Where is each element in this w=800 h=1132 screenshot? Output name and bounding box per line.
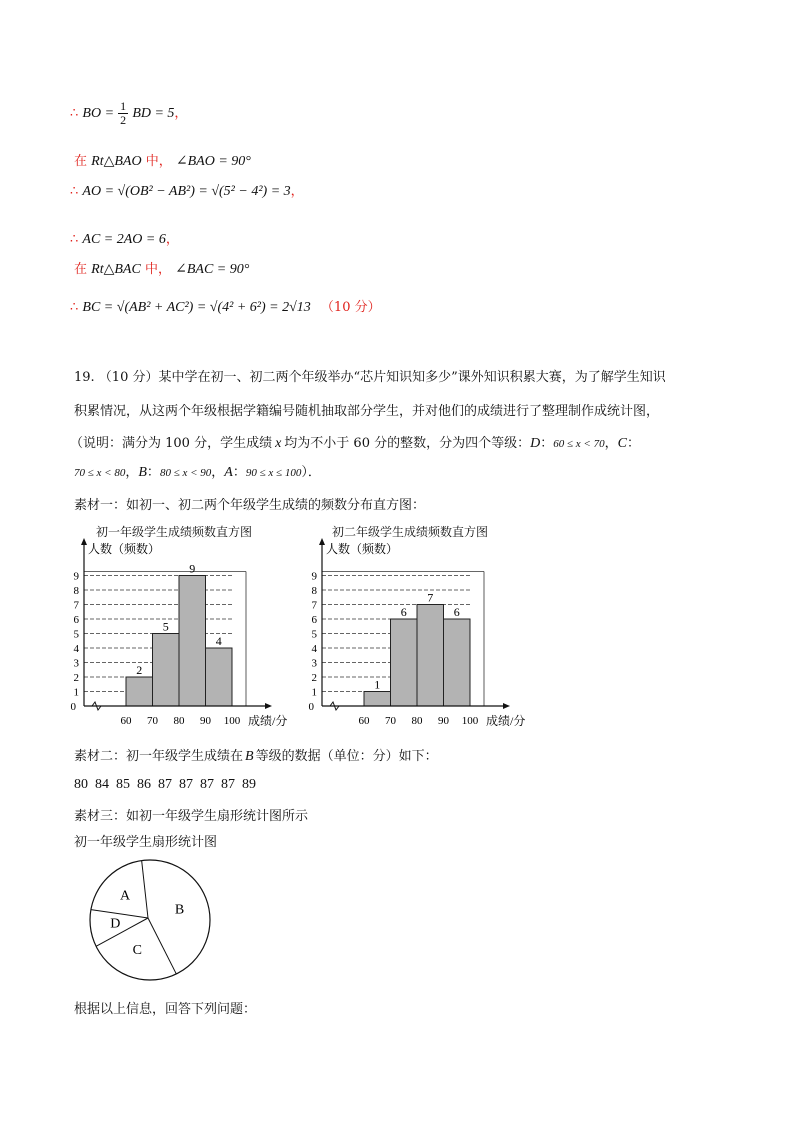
question-line-4-end: ）． [301, 465, 321, 480]
pie-slice-label: D [110, 916, 121, 932]
fraction-numerator: 1 [120, 99, 127, 113]
hist-grade8-y-tick-label: 3 [311, 657, 317, 670]
hist-grade8-y-tick-label: 5 [311, 628, 317, 641]
hist-grade8-x-tick-label: 90 [438, 715, 449, 726]
ac-equation: AC = 2AO = 6 [82, 232, 166, 247]
hist-grade8-y-tick-label: 1 [311, 686, 317, 699]
hist-grade7-y-arrow-icon [81, 538, 87, 545]
pie-outline [90, 860, 210, 980]
grade-c-label: C [617, 436, 627, 451]
histogram-grade7 [60, 536, 310, 726]
solution-line-3 [70, 180, 304, 200]
hist-grade7-x-axis-label: 成绩/分 [248, 714, 288, 726]
line2-prefix: 在 [74, 154, 88, 169]
hist-grade8-bar-value-label: 6 [453, 605, 460, 619]
line3-end: ， [290, 184, 304, 199]
hist-grade8-bar [444, 619, 471, 706]
hist-grade7-x-tick-label: 100 [223, 715, 241, 726]
half-fraction [118, 100, 128, 127]
material-2a: 素材二：初一年级学生成绩在 [74, 749, 244, 764]
question-line-4: 70 ≤ x < 80，B：80 ≤ x < 90，A：90 ≤ x ≤ 100）． [74, 465, 321, 480]
grade-d-range: 60 ≤ x < 70 [553, 438, 605, 450]
hist-grade8-x-arrow-icon [503, 703, 510, 709]
hist-grade7-y-tick-label: 2 [73, 672, 79, 684]
fraction-denominator: 2 [120, 113, 127, 127]
solution-line-2 [74, 150, 251, 170]
hist-grade7-bar-value-label: 9 [189, 561, 196, 576]
grade-c-range: 70 ≤ x < 80 [74, 467, 126, 479]
hist-grade7-bar [206, 648, 233, 706]
angle-bao: ∠BAO = 90° [175, 154, 251, 169]
variable-x: x [275, 436, 282, 451]
hist-grade7-x-tick-label: 60 [120, 715, 132, 726]
question-line-3a: （说明：满分为 100 分，学生成绩 [70, 436, 273, 451]
hist-grade7-y-tick-label: 9 [73, 570, 79, 583]
line5-prefix: 在 [74, 262, 88, 277]
hist-grade7-x-tick-label: 80 [173, 715, 185, 726]
solution-line-4 [70, 228, 179, 248]
material-2b: 等级的数据（单位：分）如下： [255, 749, 438, 764]
hist-grade7-y-tick-label: 7 [73, 599, 79, 612]
line2-mid: 中， [145, 154, 172, 169]
triangle-bao: Rt△BAO [91, 154, 142, 169]
hist-grade7-y-tick-label: 3 [73, 657, 79, 670]
hist-grade8-origin-label: 0 [308, 701, 314, 713]
pie-chart-grade7 [80, 856, 220, 986]
line4-end: ， [165, 232, 179, 247]
question-line-3: （说明：满分为 100 分，学生成绩 x 均为不小于 60 分的整数，分为四个等级：D：60 ≤ x < 70，C： [70, 436, 640, 451]
hist-grade8-bar-value-label: 1 [374, 677, 381, 692]
therefore-symbol: ∴ [70, 300, 79, 315]
line1-end: ， [174, 106, 188, 121]
histogram-grade8 [298, 536, 548, 726]
hist-grade8-x-tick-label: 60 [358, 715, 370, 726]
hist-grade7-y-tick-label: 8 [73, 585, 79, 597]
pie-slice-label: C [132, 943, 142, 959]
histogram-grade7-title: 初一年级学生成绩频数直方图 [96, 525, 253, 539]
material-2-data: 80 84 85 86 87 87 87 87 89 [74, 777, 256, 792]
hist-grade8-x-tick-label: 80 [411, 715, 423, 726]
hist-grade8-y-tick-label: 7 [311, 599, 317, 612]
material-2 [74, 750, 438, 764]
hist-grade8-x-tick-label: 70 [385, 715, 396, 726]
score-label: （10 分） [320, 300, 381, 315]
grade-d-label: D [530, 436, 541, 451]
hist-grade7-bar-value-label: 4 [215, 634, 222, 648]
hist-grade8-y-tick-label: 6 [311, 614, 317, 626]
hist-grade7-y-tick-label: 1 [73, 686, 79, 699]
hist-grade7-bar-value-label: 2 [136, 663, 143, 677]
hist-grade7-x-tick-label: 70 [147, 715, 158, 726]
grade-b-var: B [245, 749, 254, 764]
hist-grade7-x-tick-label: 90 [200, 715, 211, 726]
hist-grade7-bar [179, 576, 206, 707]
solution-line-1 [70, 100, 187, 127]
hist-grade7-y-tick-label: 5 [73, 628, 79, 641]
pie-slice-divider [148, 918, 176, 974]
solution-line-6 [70, 296, 381, 316]
ao-equation: AO = √(OB² − AB²) = √(5² − 4²) = 3 [82, 184, 291, 199]
hist-grade7-origin-label: 0 [70, 701, 76, 713]
hist-grade8-bar-value-label: 6 [400, 605, 407, 619]
pie-slice-label: B [174, 902, 185, 918]
histogram-grade8-title: 初二年级学生成绩频数直方图 [332, 525, 489, 539]
therefore-symbol: ∴ [70, 184, 79, 199]
line5-mid: 中， [144, 262, 171, 277]
grade-b-label: B [138, 465, 147, 480]
triangle-bac: Rt△BAC [91, 262, 141, 277]
question-line-2: 积累情况，从这两个年级根据学籍编号随机抽取部分学生，并对他们的成绩进行了整理制作成统计图， [74, 404, 660, 419]
hist-grade7-bar [126, 677, 153, 706]
material-3: 素材三：如初一年级学生扇形统计图所示 [74, 809, 309, 824]
pie-slice-label: A [120, 888, 131, 904]
hist-grade7-x-arrow-icon [265, 703, 272, 709]
hist-grade7-y-axis-label: 人数（频数） [88, 542, 161, 556]
pie-slice-divider [142, 861, 148, 918]
angle-bac: ∠BAC = 90° [175, 262, 250, 277]
hist-grade7-y-tick-label: 4 [73, 643, 79, 655]
hist-grade8-bar [364, 692, 391, 707]
hist-grade8-y-arrow-icon [319, 538, 325, 545]
grade-a-label: A [224, 465, 233, 480]
hist-grade8-y-tick-label: 8 [311, 585, 317, 597]
hist-grade8-bar [391, 619, 418, 706]
hist-grade7-bar-value-label: 5 [162, 619, 169, 634]
hist-grade8-bar-value-label: 7 [427, 590, 434, 605]
hist-grade8-y-tick-label: 9 [311, 570, 317, 583]
hist-grade8-x-axis-label: 成绩/分 [486, 714, 526, 726]
therefore-symbol: ∴ [70, 232, 79, 247]
grade-a-range: 90 ≤ x ≤ 100 [245, 467, 302, 479]
therefore-symbol: ∴ [70, 106, 79, 121]
hist-grade8-y-axis-label: 人数（频数） [326, 542, 399, 556]
question-line-3b: 均为不小于 60 分的整数，分为四个等级： [284, 436, 531, 451]
hist-grade8-y-tick-label: 4 [311, 643, 317, 655]
bo-equation-b: BD = 5 [132, 106, 175, 121]
hist-grade8-y-tick-label: 2 [311, 672, 317, 684]
pie-slice-divider [96, 918, 148, 946]
question-line-1: 19. （10 分）某中学在初一、初二两个年级举办“芯片知识知多少”课外知识积累大赛，为了解学生知识 [74, 370, 666, 385]
closing-prompt: 根据以上信息，回答下列问题： [74, 1002, 257, 1017]
bc-equation: BC = √(AB² + AC²) = √(4² + 6²) = 2√13 [82, 300, 311, 315]
hist-grade8-bar [417, 605, 444, 707]
bo-equation-a: BO = [82, 106, 115, 121]
grade-b-range: 80 ≤ x < 90 [159, 467, 212, 479]
hist-grade7-y-tick-label: 6 [73, 614, 79, 626]
solution-line-5 [74, 258, 249, 278]
hist-grade8-x-tick-label: 100 [461, 715, 479, 726]
pie-chart-title: 初一年级学生扇形统计图 [74, 835, 218, 850]
hist-grade7-bar [153, 634, 180, 707]
material-1: 素材一：如初一、初二两个年级学生成绩的频数分布直方图： [74, 498, 426, 513]
